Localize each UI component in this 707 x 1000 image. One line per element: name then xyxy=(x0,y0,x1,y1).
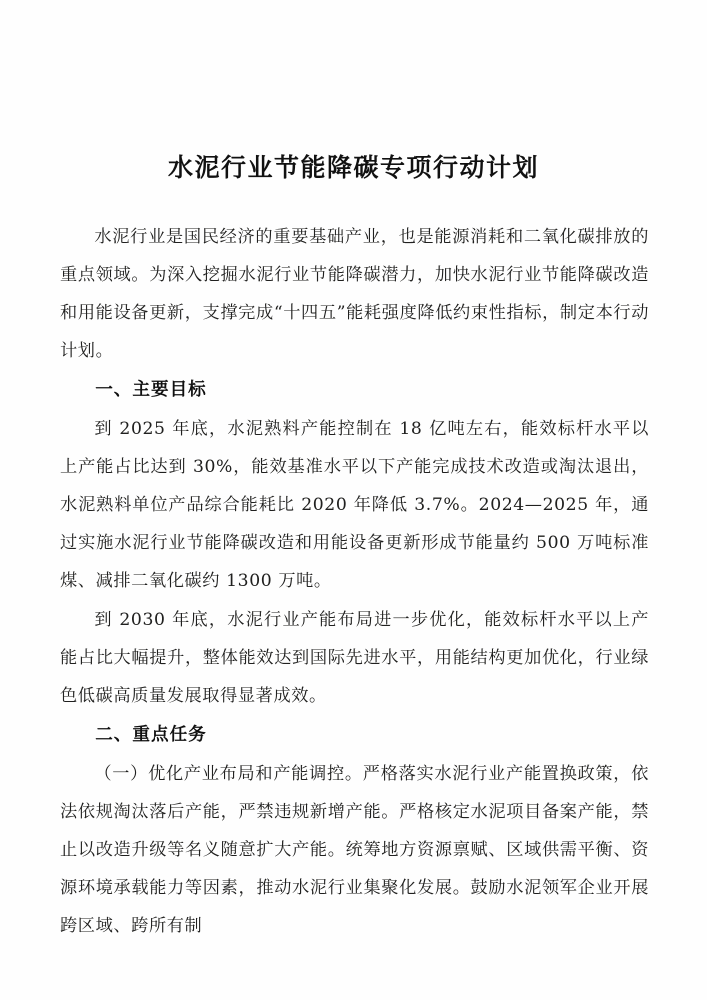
page-title: 水泥行业节能降碳专项行动计划 xyxy=(167,153,539,182)
paragraph-task-one: （一）优化产业布局和产能调控。严格落实水泥行业产能置换政策，依法依规淘汰落后产能，严禁违规新增产能。严格核定水泥项目备案产能，禁止以改造升级等名义随意扩大产能。统筹地方资源禀赋、区域供需平衡、资源环境承载能力等因素，推动水泥行业集聚化发展。鼓励水泥领军企业开展跨区域、跨所有制 xyxy=(60,764,649,936)
paragraph-goal-2025: 到 2025 年底，水泥熟料产能控制在 18 亿吨左右，能效标杆水平以上产能占比达到 30%，能效基准水平以下产能完成技术改造或淘汰退出，水泥熟料单位产品综合能耗比 2020 年降低 3.7%。2024—2025 年，通过实施水泥行业节能降碳改造和用能设备更新形成节能量约 500 万吨标准煤、减排二氧化碳约 1300 万吨。 xyxy=(60,419,649,591)
paragraph-goal-2030: 到 2030 年底，水泥行业产能布局进一步优化，能效标杆水平以上产能占比大幅提升，整体能效达到国际先进水平，用能结构更加优化，行业绿色低碳高质量发展取得显著成效。 xyxy=(60,610,649,706)
section-heading-main-goals: 一、主要目标 xyxy=(95,379,207,400)
section-heading-key-tasks: 二、重点任务 xyxy=(95,724,207,745)
document-body xyxy=(0,218,707,945)
paragraph-intro: 水泥行业是国民经济的重要基础产业，也是能源消耗和二氧化碳排放的重点领域。为深入挖掘水泥行业节能降碳潜力，加快水泥行业节能降碳改造和用能设备更新，支撑完成“十四五”能耗强度降低约束性指标，制定本行动计划。 xyxy=(60,227,649,361)
